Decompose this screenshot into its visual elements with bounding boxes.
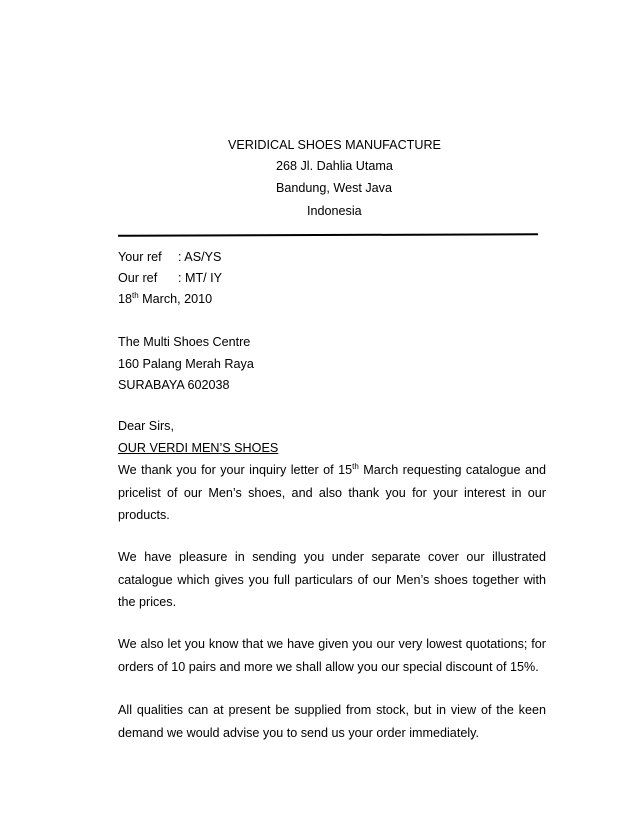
subject-line: OUR VERDI MEN’S SHOES: [118, 441, 279, 455]
letterhead-street: 268 Jl. Dahlia Utama: [276, 159, 393, 173]
recipient-name: The Multi Shoes Centre: [118, 335, 251, 349]
your-ref-label: Your ref: [118, 250, 162, 264]
letterhead-company: VERIDICAL SHOES MANUFACTURE: [228, 138, 441, 152]
date-rest: March, 2010: [138, 292, 213, 306]
body-paragraph-2: We have pleasure in sending you under separate cover our illustrated catalogue which gives you full particulars of our Men’s shoes together with the prices.: [118, 550, 546, 609]
our-ref-value: : MT/ IY: [178, 271, 223, 285]
letterhead-country: Indonesia: [307, 204, 362, 218]
date-day: 18: [118, 292, 133, 306]
our-ref-label: Our ref: [118, 271, 158, 285]
salutation: Dear Sirs,: [118, 419, 174, 433]
p1-part2: March requesting catalogue and pricelist of our Men’s shoes, and also thank you for your interest in our products.: [118, 463, 546, 522]
body-paragraph-1: [118, 459, 546, 527]
letter-date: [118, 292, 212, 306]
your-ref-value: : AS/YS: [178, 250, 222, 264]
date-suffix: th: [132, 291, 139, 300]
letterhead-city: Bandung, West Java: [276, 181, 392, 195]
body-paragraph-4: All qualities can at present be supplied from stock, but in view of the keen demand we would advise you to send us your order immediately.: [118, 703, 546, 740]
your-ref-row: [118, 250, 221, 264]
p1-sup: th: [352, 462, 359, 471]
body-paragraph-3: We also let you know that we have given you our very lowest quotations; for orders of 10 pairs and more we shall allow you our special discount of 15%.: [118, 637, 546, 674]
letterhead-divider: [118, 233, 538, 236]
our-ref-row: [118, 271, 222, 285]
recipient-city: SURABAYA 602038: [118, 378, 230, 392]
recipient-street: 160 Palang Merah Raya: [118, 357, 254, 371]
p1-part1: We thank you for your inquiry letter of 15: [118, 463, 353, 477]
